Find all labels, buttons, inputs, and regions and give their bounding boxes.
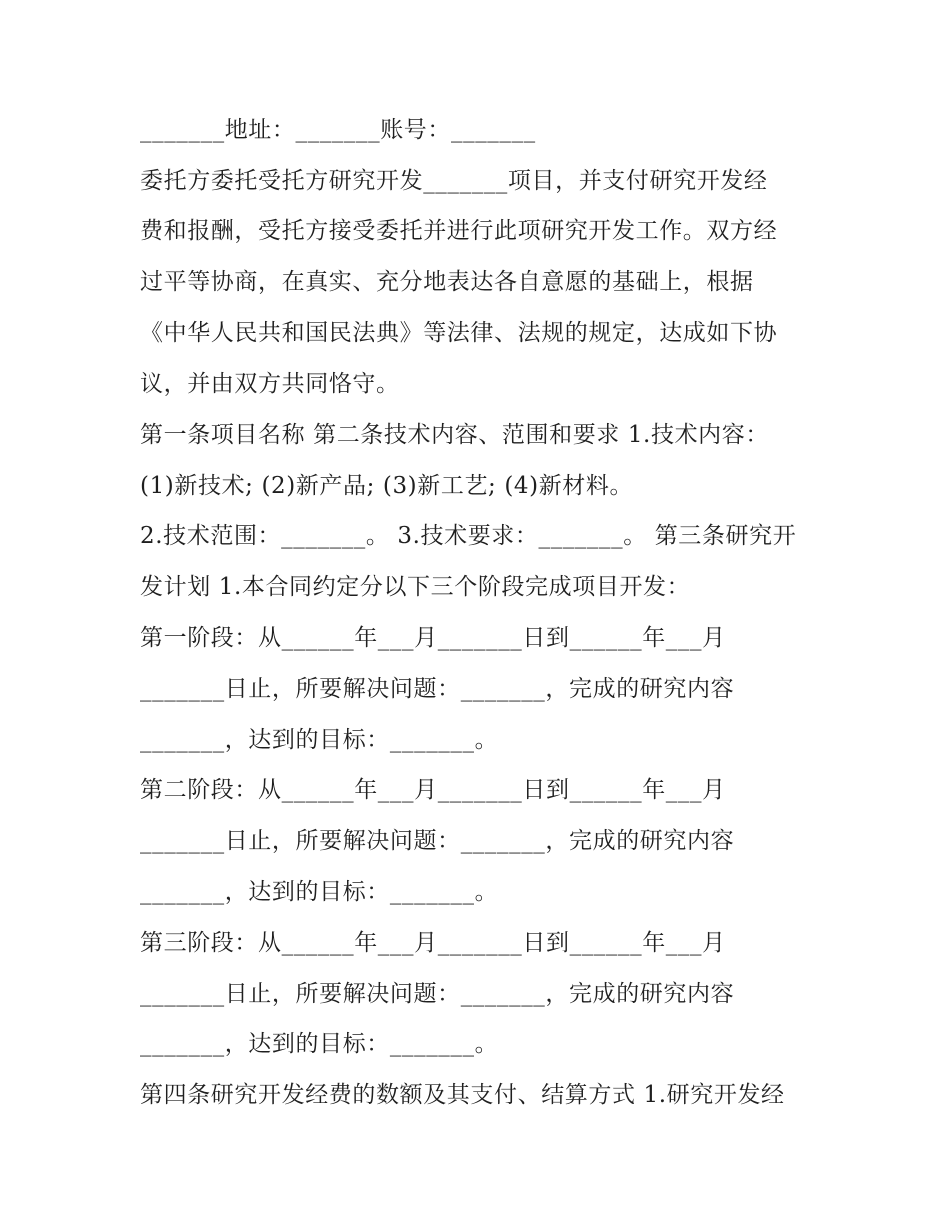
text-line: 第二阶段：从______年___月_______日到______年___月 <box>140 777 726 803</box>
text-line: 第一条项目名称 第二条技术内容、范围和要求 1.技术内容： <box>140 422 769 448</box>
text-line: 发计划 1.本合同约定分以下三个阶段完成项目开发： <box>140 574 691 600</box>
text-line: 第一阶段：从______年___月_______日到______年___月 <box>140 625 726 651</box>
text-line: 过平等协商，在真实、充分地表达各自意愿的基础上，根据 <box>140 269 754 295</box>
text-line: 《中华人民共和国民法典》等法律、法规的规定，达成如下协 <box>140 320 778 346</box>
text-line: _______，达到的目标：_______。 <box>140 727 499 753</box>
text-line: 第三阶段：从______年___月_______日到______年___月 <box>140 930 726 956</box>
text-line: _______，达到的目标：_______。 <box>140 879 499 905</box>
text-line: 委托方委托受托方研究开发_______项目，并支付研究开发经 <box>140 168 768 194</box>
text-line: _______日止，所要解决问题：_______，完成的研究内容 <box>140 981 735 1007</box>
text-line: _______，达到的目标：_______。 <box>140 1031 499 1057</box>
text-line: 议，并由双方共同恪守。 <box>140 371 400 397</box>
text-line: 费和报酬，受托方接受委托并进行此项研究开发工作。双方经 <box>140 218 778 244</box>
text-line: 2.技术范围：_______。 3.技术要求：_______。 第三条研究开 <box>140 523 797 549</box>
text-line: _______地址：_______账号：_______ <box>140 117 536 143</box>
text-line: _______日止，所要解决问题：_______，完成的研究内容 <box>140 676 735 702</box>
text-line: (1)新技术; (2)新产品; (3)新工艺; (4)新材料。 <box>140 473 634 499</box>
text-line: 第四条研究开发经费的数额及其支付、结算方式 1.研究开发经 <box>140 1082 785 1108</box>
text-line: _______日止，所要解决问题：_______，完成的研究内容 <box>140 828 735 854</box>
